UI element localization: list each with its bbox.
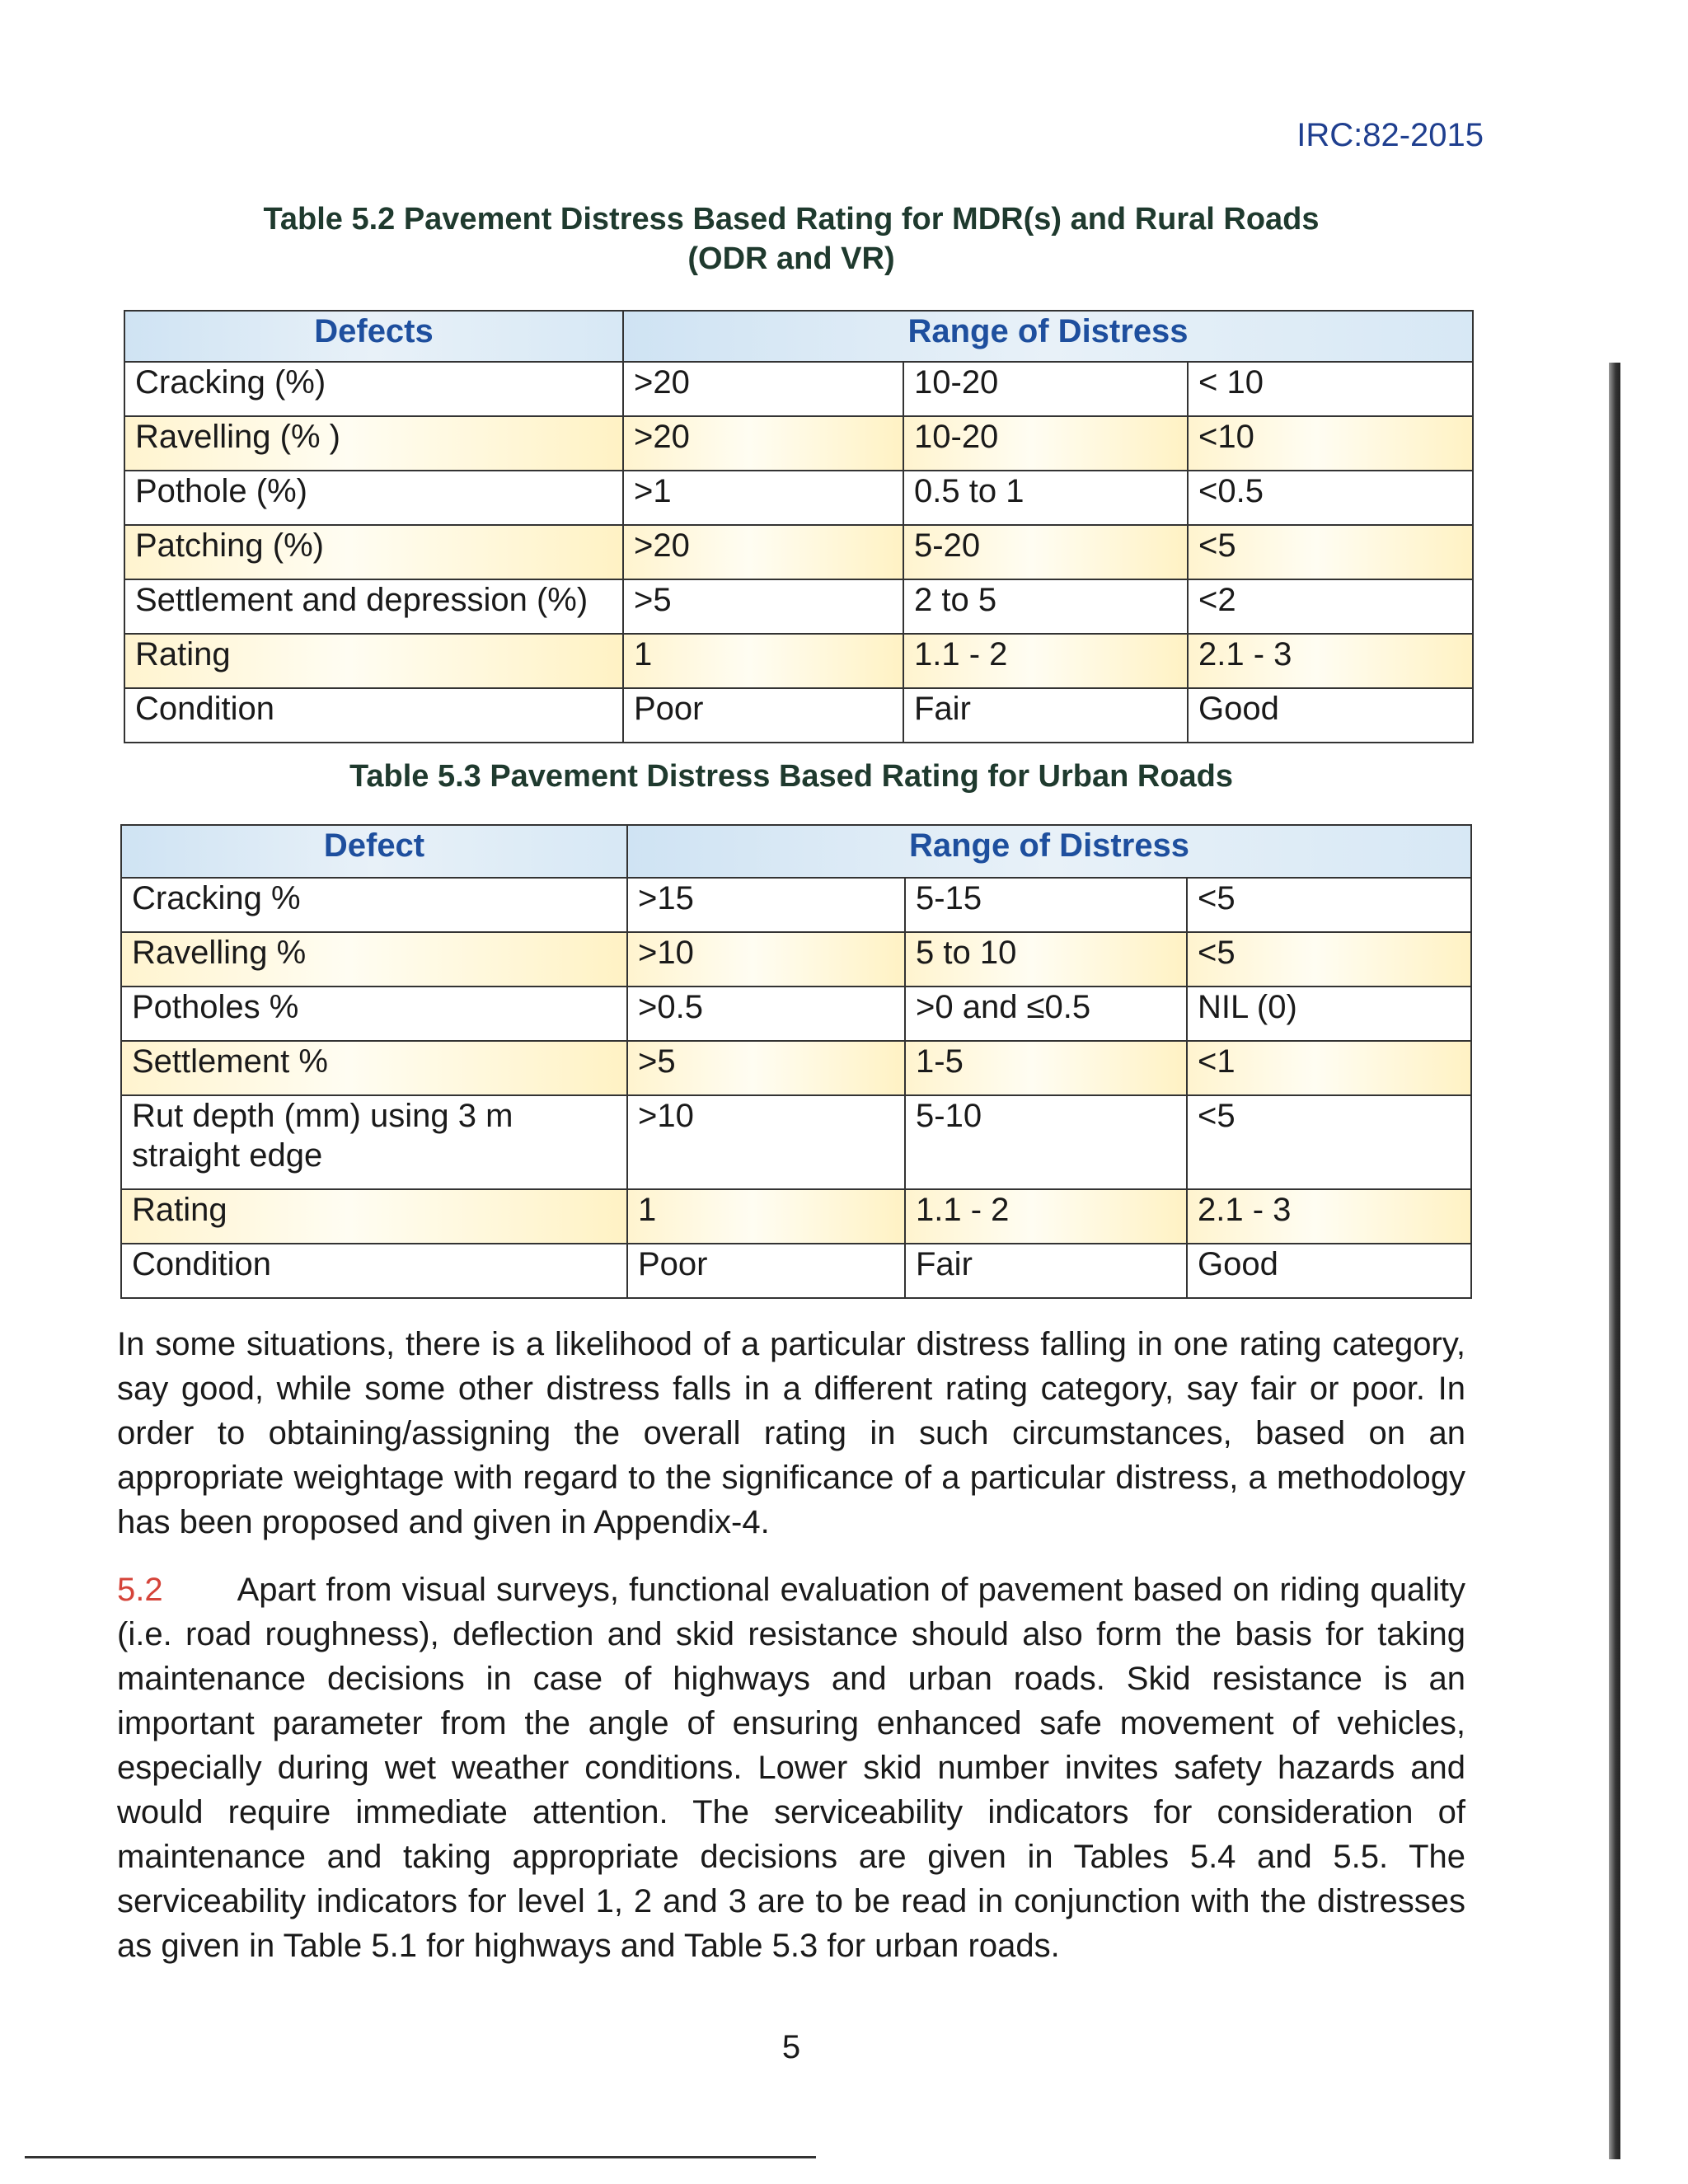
cell: 5-20	[903, 525, 1188, 579]
cell: 1.1 - 2	[903, 634, 1188, 688]
table-row	[124, 579, 1473, 634]
cell: >1	[623, 471, 903, 525]
cell: >10	[627, 1095, 905, 1189]
section-number: 5.2	[117, 1572, 163, 1608]
cell: Good	[1188, 688, 1473, 743]
cell: Settlement and depression (%)	[124, 579, 623, 634]
cell: Poor	[627, 1244, 905, 1298]
cell: Good	[1187, 1244, 1471, 1298]
cell: <2	[1188, 579, 1473, 634]
cell: Rating	[124, 634, 623, 688]
table-row	[121, 987, 1471, 1041]
table-5-3-caption: Table 5.3 Pavement Distress Based Rating for Urban Roads	[349, 759, 1234, 794]
table-row	[124, 362, 1473, 416]
cell: 2.1 - 3	[1187, 1189, 1471, 1244]
table-row	[121, 932, 1471, 987]
cell: 1-5	[905, 1041, 1187, 1095]
cell: <5	[1187, 1095, 1471, 1189]
cell: < 10	[1188, 362, 1473, 416]
page-number: 5	[781, 2029, 801, 2065]
cell: >20	[623, 525, 903, 579]
cell: 10-20	[903, 416, 1188, 471]
cell: Rut depth (mm) using 3 m straight edge	[121, 1095, 627, 1189]
section-5-2-text: Apart from visual surveys, functional evaluation of pavement based on riding quality (i.e. road roughness), deflection and skid resistance should also form the basis for taking maintenance decisions in case of highways and urban roads. Skid resistance is an important parameter from the angle of ensuring enhanced safe movement of vehicles, especially during wet weather conditions. Lower skid number invites safety hazards and would require immediate attention. The serviceability indicators for consideration of maintenance and taking appropriate decisions are given in Tables 5.4 and 5.5. The serviceability indicators for level 1, 2 and 3 are to be read in conjunction with the distresses as given in Table 5.1 for highways and Table 5.3 for urban roads.	[117, 1572, 1465, 1964]
cell: Condition	[121, 1244, 627, 1298]
section-5-2	[117, 1568, 1465, 1968]
cell: 2.1 - 3	[1188, 634, 1473, 688]
table-5-2-header-defects: Defects	[124, 311, 623, 362]
cell: >0.5	[627, 987, 905, 1041]
cell: Pothole (%)	[124, 471, 623, 525]
cell: >5	[623, 579, 903, 634]
cell: >20	[623, 362, 903, 416]
table-5-3	[120, 824, 1472, 1299]
table-row	[124, 634, 1473, 688]
cell: Ravelling %	[121, 932, 627, 987]
table-5-3-header-defect: Defect	[121, 825, 627, 878]
cell: 5 to 10	[905, 932, 1187, 987]
cell: Poor	[623, 688, 903, 743]
table-5-2	[124, 310, 1474, 743]
table-5-2-header-range: Range of Distress	[623, 311, 1473, 362]
cell: Ravelling (% )	[124, 416, 623, 471]
cell: <5	[1187, 932, 1471, 987]
cell: Fair	[903, 688, 1188, 743]
cell: <5	[1187, 878, 1471, 932]
cell: >10	[627, 932, 905, 987]
cell: 2 to 5	[903, 579, 1188, 634]
table-row	[121, 1189, 1471, 1244]
table-row	[124, 525, 1473, 579]
cell: >20	[623, 416, 903, 471]
binding-edge	[1609, 363, 1620, 2159]
cell: NIL (0)	[1187, 987, 1471, 1041]
table-5-2-caption-line2: (ODR and VR)	[687, 241, 895, 276]
cell: 1.1 - 2	[905, 1189, 1187, 1244]
table-5-2-caption-line1: Table 5.2 Pavement Distress Based Rating for MDR(s) and Rural Roads	[263, 202, 1320, 237]
cell: Rating	[121, 1189, 627, 1244]
table-row	[124, 416, 1473, 471]
table-5-2-caption	[165, 199, 1418, 279]
cell: Fair	[905, 1244, 1187, 1298]
cell: Patching (%)	[124, 525, 623, 579]
document-code: IRC:82-2015	[1296, 117, 1484, 153]
cell: Cracking (%)	[124, 362, 623, 416]
cell: <1	[1187, 1041, 1471, 1095]
table-5-3-header-range: Range of Distress	[627, 825, 1471, 878]
cell: >5	[627, 1041, 905, 1095]
cell: 1	[623, 634, 903, 688]
cell: >15	[627, 878, 905, 932]
cell: 5-15	[905, 878, 1187, 932]
cell: >0 and ≤0.5	[905, 987, 1187, 1041]
bottom-rule	[25, 2156, 816, 2158]
table-row	[124, 471, 1473, 525]
table-row	[121, 878, 1471, 932]
cell: 10-20	[903, 362, 1188, 416]
cell: Condition	[124, 688, 623, 743]
table-row	[121, 1244, 1471, 1298]
cell: 0.5 to 1	[903, 471, 1188, 525]
table-row	[121, 1095, 1471, 1189]
cell: <10	[1188, 416, 1473, 471]
cell: <5	[1188, 525, 1473, 579]
table-row	[121, 1041, 1471, 1095]
cell: 1	[627, 1189, 905, 1244]
cell: Settlement %	[121, 1041, 627, 1095]
cell: 5-10	[905, 1095, 1187, 1189]
cell: <0.5	[1188, 471, 1473, 525]
table-row	[124, 688, 1473, 743]
cell: Cracking %	[121, 878, 627, 932]
cell: Potholes %	[121, 987, 627, 1041]
paragraph-overall-rating: In some situations, there is a likelihood of a particular distress falling in one rating category, say good, while some other distress falls in a different rating category, say fair or poor. In order to obtaining/assigning the overall rating in such circumstances, based on an appropriate weightage with regard to the significance of a particular distress, a methodology has been proposed and given in Appendix-4.	[117, 1326, 1465, 1540]
